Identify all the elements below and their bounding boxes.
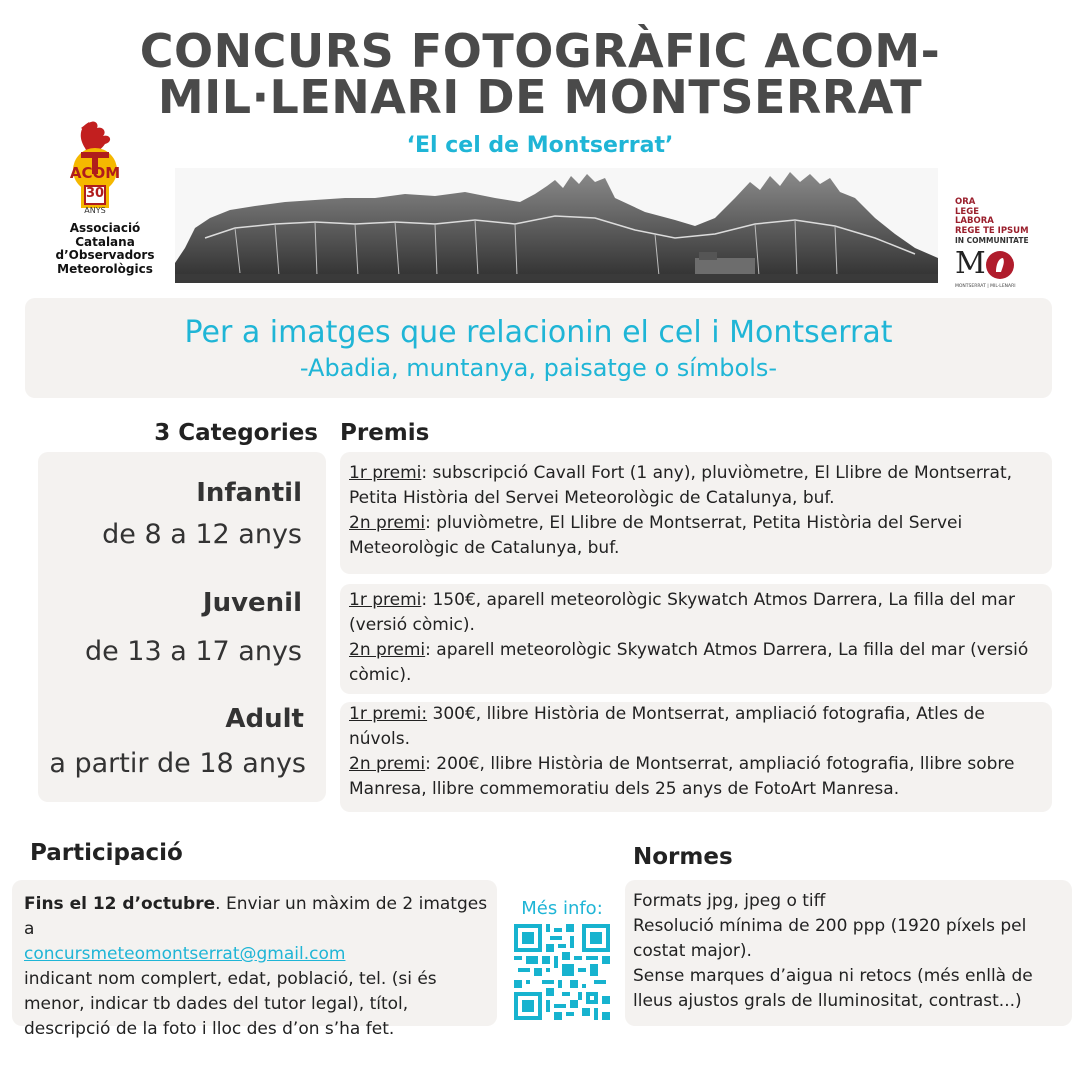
contact-email-link[interactable]: concursmeteomontserrat@gmail.com: [24, 944, 346, 964]
motto-line: LABORA: [955, 216, 994, 226]
prize-label: 2n premi: [349, 513, 426, 533]
participacio-details: indicant nom complert, edat, població, tel. (si és menor, indicar tb dades del tutor legal), títol, descripció de la foto i lloc des d’on s’ha fet.: [24, 969, 437, 1039]
norma-item: Formats jpg, jpeg o tiff: [633, 891, 826, 911]
participacio-heading: Participació: [30, 840, 183, 866]
prize-second: [349, 511, 1039, 561]
prize-text-infantil: [349, 461, 1039, 561]
acom-org-name: [40, 222, 170, 276]
prize-description: : pluviòmetre, El Llibre de Montserrat, Petita Història del Servei Meteorològic de Catalunya, buf.: [349, 513, 963, 558]
prize-description: 300€, llibre Història de Montserrat, ampliació fotografia, Atles de núvols.: [349, 704, 985, 749]
acom-years-label: ANYS: [84, 206, 106, 215]
page-subtitle: ‘El cel de Montserrat’: [406, 133, 674, 158]
acom-name-line: Meteorològics: [57, 261, 153, 276]
prize-label: 1r premi: [349, 463, 422, 483]
prize-second: [349, 752, 1039, 802]
motto-line: IN COMMUNITATE: [955, 236, 1029, 245]
acom-badge-text: ACOM: [69, 164, 121, 182]
acom-name-line: Associació: [69, 221, 141, 235]
millenari-mark: M: [955, 245, 986, 281]
norma-item: Resolució mínima de 200 ppp (1920 píxels pel costat major).: [633, 916, 1027, 961]
acom-years-number: 30: [85, 186, 105, 201]
category-name-juvenil: Juvenil: [202, 588, 302, 618]
prize-label: 1r premi: [349, 590, 422, 610]
prize-description: : aparell meteorològic Skywatch Atmos Darrera, La filla del mar (versió còmic).: [349, 640, 1029, 685]
category-name-infantil: Infantil: [196, 478, 302, 508]
intro-line-1: Per a imatges que relacionin el cel i Montserrat: [184, 315, 893, 350]
acom-logo: [55, 118, 135, 218]
prize-description: : subscripció Cavall Fort (1 any), pluviòmetre, El Llibre de Montserrat, Petita Història del Servei Meteorològic de Catalunya, buf.: [349, 463, 1013, 508]
acom-name-line: Catalana: [75, 234, 135, 249]
millenari-caption: MONTSERRAT | MIL·LENARI: [955, 283, 1016, 289]
category-age-infantil: de 8 a 12 anys: [102, 519, 302, 550]
category-age-adult: a partir de 18 anys: [49, 748, 306, 779]
prize-second: [349, 638, 1039, 688]
mountain-illustration: [175, 168, 938, 283]
motto-line: ORA: [955, 197, 976, 207]
prizes-heading: Premis: [340, 420, 430, 446]
prize-text-adult: [349, 702, 1039, 802]
qr-code-icon: [514, 924, 610, 1020]
participacio-instruction: . Enviar un màxim de 2 imatges a: [24, 894, 488, 939]
normes-heading: Normes: [633, 844, 733, 870]
prize-text-juvenil: [349, 588, 1039, 688]
prize-label: 2n premi: [349, 754, 426, 774]
qr-code[interactable]: [514, 924, 610, 1020]
prize-first: [349, 702, 1039, 752]
acom-name-line: d’Observadors: [55, 248, 155, 262]
prize-first: [349, 461, 1039, 511]
prize-first: [349, 588, 1039, 638]
prize-description: : 150€, aparell meteorològic Skywatch Atmos Darrera, La filla del mar (versió còmic).: [349, 590, 1015, 635]
categories-heading: 3 Categories: [154, 420, 318, 446]
category-age-juvenil: de 13 a 17 anys: [84, 636, 302, 667]
montserrat-engraving-illustration: [175, 168, 938, 283]
deadline: Fins el 12 d’octubre: [24, 894, 216, 914]
prize-description: : 200€, llibre Història de Montserrat, ampliació fotografia, llibre sobre Manresa, llibre commemoratiu dels 25 anys de FotoArt Manresa.: [349, 754, 1015, 799]
motto-line: LEGE: [955, 206, 980, 217]
normes-text: [633, 889, 1065, 1014]
category-name-adult: Adult: [225, 704, 304, 734]
millenari-circle-icon: [985, 250, 1015, 280]
motto-line: REGE TE IPSUM: [955, 225, 1029, 236]
prize-label: 1r premi:: [349, 704, 428, 724]
millenari-logo: [955, 198, 1065, 289]
page-title-line-2: MIL·LENARI DE MONTSERRAT: [157, 70, 923, 124]
norma-item: Sense marques d’aigua ni retocs (més enllà de lleus ajustos grals de lluminositat, contrast...): [633, 966, 1033, 1011]
mes-info-label: Més info:: [521, 898, 603, 919]
participacio-text: [24, 892, 492, 1042]
prize-label: 2n premi: [349, 640, 426, 660]
page-title-line-1: CONCURS FOTOGRÀFIC ACOM-: [139, 24, 941, 78]
intro-line-2: -Abadia, muntanya, paisatge o símbols-: [299, 354, 778, 382]
